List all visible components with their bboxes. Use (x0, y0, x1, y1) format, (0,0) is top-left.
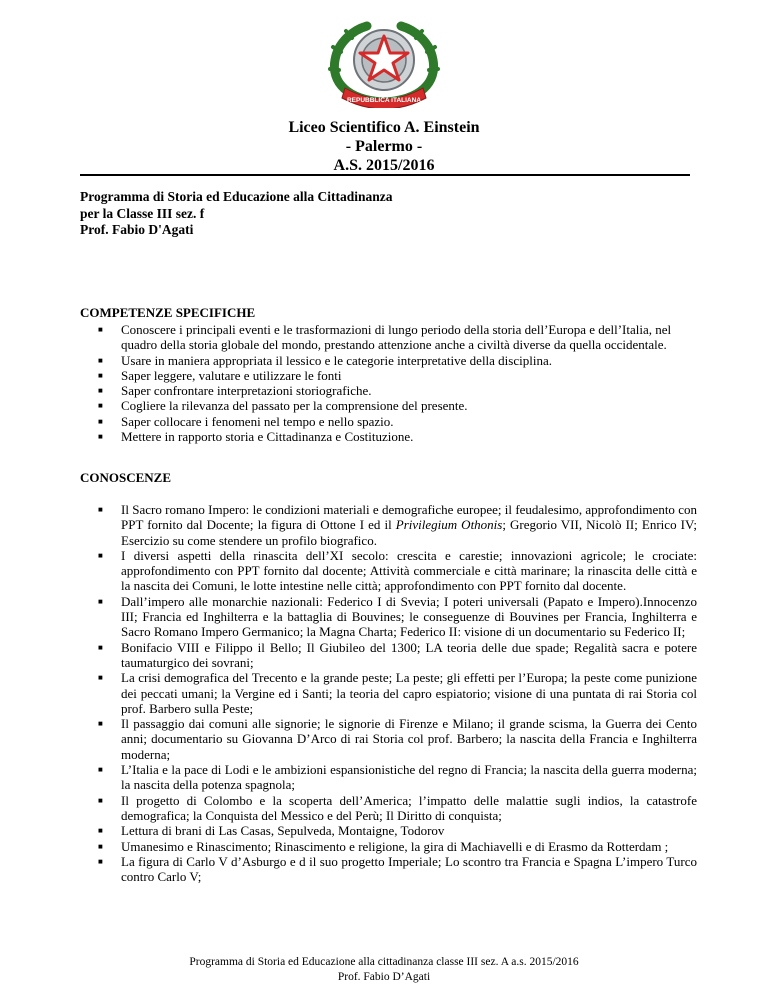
bullet-icon: ■ (98, 673, 103, 683)
list-item: ■ La crisi demografica del Trecento e la grande peste; La peste; gli effetti per l’Europa; la peste come punizione dei peccati umani; la Vergine ed i Santi; la teoria del capro espiatorio; visione di una puntata di rai Storia col prof. Barbero sulla Peste; (98, 670, 697, 716)
bullet-icon: ■ (98, 386, 103, 396)
bullet-icon: ■ (98, 795, 103, 805)
program-teacher: Prof. Fabio D'Agati (80, 222, 194, 237)
list-item: ■ I diversi aspetti della rinascita dell’XI secolo: crescita e carestie; innovazioni agricole; le crociate: approfondimento con PPT fornito dal docente; Attività commerciale e città marinare; la rinascita delle città e la nascita dei Comuni, le lotte intestine nelle città; approfondimento con PPT fornito dal docente. (98, 547, 697, 594)
bullet-icon: ■ (98, 856, 103, 866)
bullet-icon: ■ (98, 826, 103, 836)
page-footer (0, 955, 768, 985)
footer-line-2: Prof. Fabio D’Agati (337, 971, 431, 983)
school-name: Liceo Scientifico A. Einstein (288, 119, 480, 136)
header-divider (80, 174, 690, 176)
competenze-list (80, 322, 697, 444)
list-item: ■ L’Italia e la pace di Lodi e le ambizioni espansionistiche del regno di Francia; la nascita della guerra moderna; la nascita della potenza spagnola; (98, 762, 697, 793)
list-item: ■ Usare in maniera appropriata il lessico e le categorie interpretative della disciplina. (98, 352, 552, 368)
school-year: A.S. 2015/2016 (333, 157, 435, 174)
bullet-icon: ■ (98, 432, 103, 442)
footer-line-1: Programma di Storia ed Educazione alla cittadinanza classe III sez. A a.s. 2015/2016 (189, 956, 579, 968)
school-city: - Palermo - (345, 138, 423, 155)
bullet-icon: ■ (98, 505, 103, 514)
bullet-icon: ■ (98, 642, 103, 652)
list-item: ■ Saper leggere, valutare e utilizzare le fonti (98, 367, 342, 383)
bullet-icon: ■ (98, 841, 103, 851)
section-title-conoscenze: CONOSCENZE (80, 470, 172, 485)
bullet-icon: ■ (98, 355, 103, 365)
list-item: ■ Dall’impero alle monarchie nazionali: Federico I di Svevia; I poteri universali (Papato e Impero).Innocenzo III; Francia ed Inghilterra e la battaglia di Bouvines; le conseguenze di Bouvines per Francia, Inghilterra e Sacro Romano Impero Germanico; la Magna Charta; Federico II: visione di un documentario su Federico II; (98, 593, 697, 640)
bullet-icon: ■ (98, 719, 103, 729)
bullet-icon: ■ (98, 550, 103, 560)
list-item: ■ Il progetto di Colombo e la scoperta dell’America; l’impatto delle malattie sugli indios, la catastrofe demografica; la Conquista del Messico e del Perù; Il Diritto di conquista; (98, 792, 697, 823)
section-title-competenze: COMPETENZE SPECIFICHE (80, 305, 256, 320)
svg-text:REPUBBLICA ITALIANA: REPUBBLICA ITALIANA (346, 97, 422, 104)
bullet-icon: ■ (98, 596, 103, 606)
program-title: Programma di Storia ed Educazione alla Cittadinanza (80, 189, 393, 204)
bullet-icon: ■ (98, 401, 103, 411)
list-item: ■ Lettura di brani di Las Casas, Sepulveda, Montaigne, Todorov (98, 823, 445, 839)
list-item: ■ Mettere in rapporto storia e Cittadinanza e Costituzione. (98, 429, 414, 445)
list-item: ■ Umanesimo e Rinascimento; Rinascimento e religione, la gira di Machiavelli e di Erasmo da Rotterdam ; (98, 838, 669, 854)
list-item: ■ Cogliere la rilevanza del passato per la comprensione del presente. (98, 398, 468, 414)
bullet-icon: ■ (98, 325, 103, 334)
program-heading (80, 189, 393, 239)
bullet-icon: ■ (98, 370, 103, 380)
list-item: ■ Bonifacio VIII e Filippo il Bello; Il Giubileo del 1300; LA teoria delle due spade; Regalità sacra e potere taumaturgico dei sovrani; (98, 639, 697, 670)
list-item: ■ Conoscere i principali eventi e le trasformazioni di lungo periodo della storia dell’Europa e dell’Italia, nel quadro della storia globale del mondo, prestando attenzione anche a civiltà diverse da quella occidentale. (98, 322, 672, 353)
list-item: ■ Saper confrontare interpretazioni storiografiche. (98, 383, 372, 399)
bullet-icon: ■ (98, 765, 103, 775)
bullet-icon: ■ (98, 416, 103, 426)
list-item: ■ Saper collocare i fenomeni nel tempo e nello spazio. (98, 413, 394, 429)
list-item: ■ Il Sacro romano Impero: le condizioni materiali e demografiche europee; il feudalesimo, approfondimento con PPT fornito dal Docente; la figura di Ottone I ed il Privilegium Othonis; Gregorio VII, Nicolò II; Enrico IV; Esercizio su come stendere un profilo biografico. (98, 502, 697, 548)
program-class: per la Classe III sez. f (80, 205, 205, 221)
italian-republic-emblem-icon (305, 18, 463, 108)
conoscenze-list (80, 502, 697, 884)
list-item: ■ La figura di Carlo V d’Asburgo e d il suo progetto Imperiale; Lo scontro tra Francia e Spagna L’impero Turco contro Carlo V; (98, 853, 697, 885)
list-item: ■ Il passaggio dai comuni alle signorie; le signorie di Firenze e Milano; il grande scisma, la Guerra dei Cento anni; documentario su Giovanna D’Arco di rai Storia col prof. Barbero; la nascita della Francia e Inghilterra moderna; (98, 716, 697, 762)
